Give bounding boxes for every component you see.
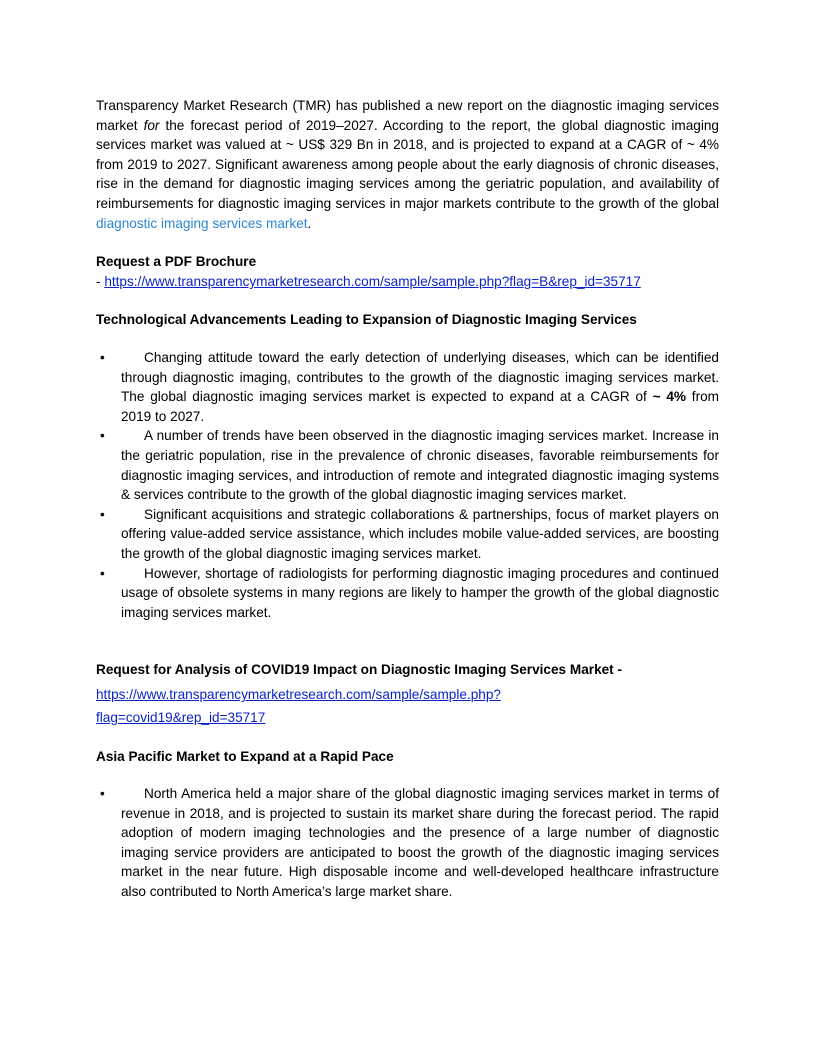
intro-italic: for	[143, 117, 160, 133]
list-item	[96, 348, 719, 426]
intro-paragraph	[96, 96, 719, 233]
bullet-text: However, shortage of radiologists for performing diagnostic imaging procedures and continued usage of obsolete systems in many regions are likely to hamper the growth of the global diagnostic imaging services market.	[121, 565, 719, 620]
list-item	[96, 426, 719, 504]
bullet-text: Changing attitude toward the early detection of underlying diseases, which can be identified through diagnostic imaging, contributes to the growth of the diagnostic imaging services market. The global diagnostic imaging services market is expected to expand at a CAGR of	[121, 350, 719, 405]
covid-link[interactable]: https://www.transparencymarketresearch.com/sample/sample.php?	[96, 687, 501, 702]
intro-text: Transparency Market Research (TMR) has published a new report on the diagnostic imaging services market	[96, 98, 719, 133]
covid-link-cont[interactable]: flag=covid19&rep_id=35717	[96, 710, 266, 725]
brochure-line	[96, 272, 719, 292]
bullet-text-end: from 2019 to 2027.	[121, 389, 719, 424]
bullet-bold: ~ 4%	[652, 389, 686, 405]
bullet-icon: •	[100, 350, 105, 365]
dash: -	[96, 274, 105, 289]
brochure-heading: Request a PDF Brochure	[96, 254, 257, 269]
bullet-icon: •	[100, 428, 105, 444]
brochure-link[interactable]: https://www.transparencymarketresearch.com/sample/sample.php?flag=B&rep_id=35717	[104, 274, 641, 289]
list-item	[96, 505, 719, 564]
section1-heading: Technological Advancements Leading to Expansion of Diagnostic Imaging Services	[96, 312, 637, 327]
bullet-icon: •	[100, 506, 105, 522]
covid-link-block	[96, 683, 719, 729]
list-item	[96, 784, 719, 902]
intro-end: .	[307, 215, 312, 231]
bullet-text: A number of trends have been observed in the diagnostic imaging services market. Increase in the geriatric population, rise in the prevalence of chronic diseases, favorable reimbursements for diagnostic imaging services, and introduction of remote and integrated diagnostic imaging systems & services contribute to the growth of the global diagnostic imaging services market.	[121, 428, 719, 503]
bullet-icon: •	[100, 565, 105, 581]
bullet-text: Significant acquisitions and strategic collaborations & partnerships, focus of market players on offering value-added service assistance, which includes mobile value-added services, are boosting the growth of the global diagnostic imaging services market.	[121, 506, 719, 561]
section1-bullets	[96, 348, 719, 622]
section2-heading: Asia Pacific Market to Expand at a Rapid Pace	[96, 749, 394, 764]
list-item	[96, 564, 719, 623]
intro-text-2: the forecast period of 2019–2027. According to the report, the global diagnostic imaging services market was valued at ~ US$ 329 Bn in 2018, and is projected to expand at a CAGR of ~ 4% from 2019 to 2027. Significant awareness among people about the early diagnosis of chronic diseases, rise in the demand for diagnostic imaging services among the geriatric population, and availability of reimbursements for diagnostic imaging services in major markets contribute to the growth of the global	[96, 117, 719, 211]
market-link[interactable]: diagnostic imaging services market	[96, 215, 308, 231]
bullet-text: North America held a major share of the global diagnostic imaging services market in terms of revenue in 2018, and is projected to sustain its market share during the forecast period. The rapid adoption of modern imaging technologies and the presence of a large number of diagnostic imaging service providers are anticipated to boost the growth of the diagnostic imaging services market in the near future. High disposable income and well-developed healthcare infrastructure also contributed to North America’s large market share.	[121, 786, 719, 899]
section2-bullets	[96, 784, 719, 902]
bullet-icon: •	[100, 786, 105, 801]
covid-heading: Request for Analysis of COVID19 Impact on Diagnostic Imaging Services Market -	[96, 662, 623, 677]
